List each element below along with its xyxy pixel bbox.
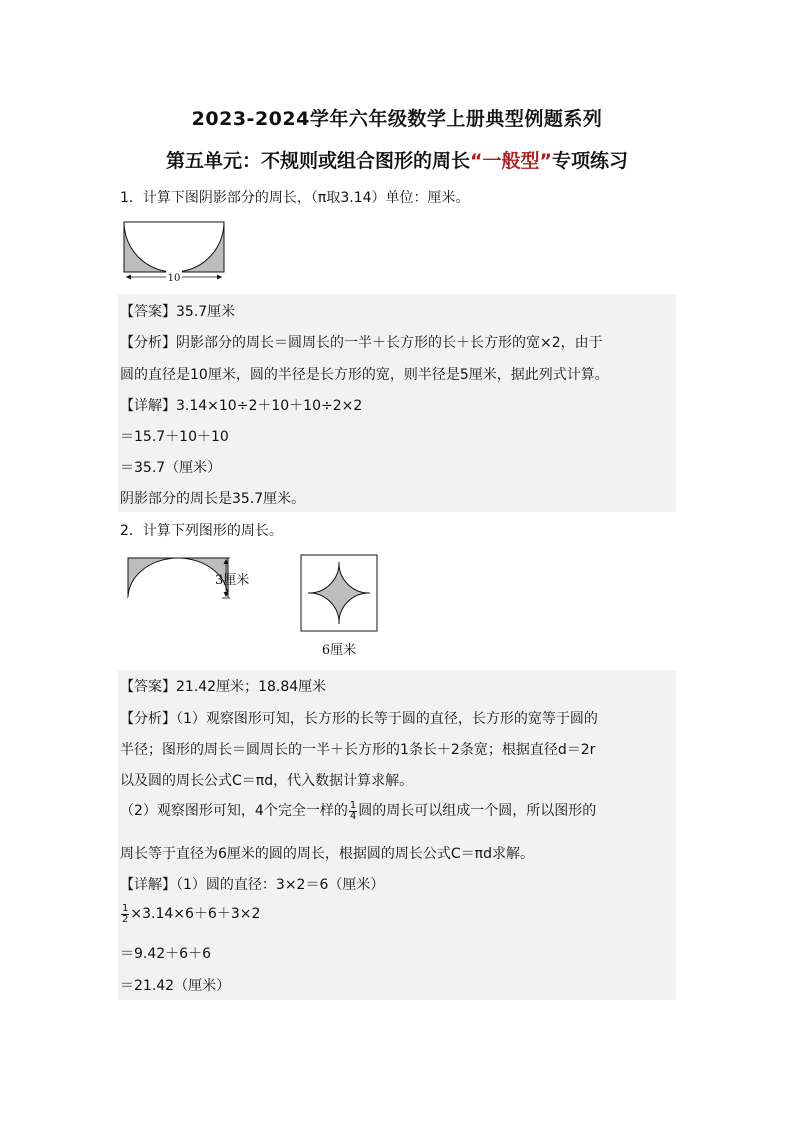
q2-analysis-4b: 圆的周长可以组成一个圆，所以图形的 bbox=[358, 803, 597, 819]
subtitle-suffix: 专项练习 bbox=[551, 150, 628, 172]
subtitle-highlight: “一般型” bbox=[470, 150, 552, 172]
q2-detail-line-1: 【详解】（1）圆的直径：3×2＝6（厘米） bbox=[120, 877, 385, 893]
subtitle-prefix: 第五单元：不规则或组合图形的周长 bbox=[165, 150, 470, 172]
q1-detail-line-3: ＝35.7（厘米） bbox=[120, 460, 222, 476]
dimension-label: 10 bbox=[167, 273, 181, 284]
q2-analysis-line-2: 半径；图形的周长＝圆周长的一半＋长方形的1条长＋2条宽；根据直径d＝2r bbox=[120, 742, 596, 758]
q2-analysis-line-1: 【分析】（1）观察图形可知，长方形的长等于圆的直径，长方形的宽等于圆的 bbox=[120, 711, 598, 727]
fraction-one-half bbox=[121, 904, 129, 925]
q2-analysis-line-4 bbox=[120, 800, 596, 822]
dimension-label: 6厘米 bbox=[321, 643, 357, 658]
q1-analysis-line-1: 【分析】阴影部分的周长＝圆周长的一半＋长方形的长＋长方形的宽×2，由于 bbox=[120, 335, 603, 351]
q2-answer: 【答案】21.42厘米；18.84厘米 bbox=[120, 679, 327, 695]
fraction-denominator: 4 bbox=[349, 810, 357, 822]
fraction-denominator: 2 bbox=[122, 913, 129, 925]
q2-figure-1 bbox=[118, 550, 268, 610]
q2-analysis-line-3: 以及圆的周长公式C＝πd，代入数据计算求解。 bbox=[120, 773, 414, 789]
q1-analysis-line-2: 圆的直径是10厘米，圆的半径是长方形的宽，则半径是5厘米，据此列式计算。 bbox=[120, 367, 609, 383]
dimension-label: 3厘米 bbox=[215, 573, 250, 588]
q1-figure bbox=[118, 216, 230, 286]
q2-figure-2 bbox=[300, 553, 380, 663]
q2-analysis-line-5: 周长等于直径为6厘米的圆的周长，根据圆的周长公式C＝πd求解。 bbox=[120, 846, 534, 862]
q2-detail-line-4: ＝21.42（厘米） bbox=[120, 978, 231, 994]
question-1: 1．计算下图阴影部分的周长，（π取3.14）单位：厘米。 bbox=[120, 190, 470, 206]
q2-analysis-4a: （2）观察图形可知，4个完全一样的 bbox=[120, 803, 348, 819]
q1-detail-line-1: 【详解】3.14×10÷2＋10＋10÷2×2 bbox=[120, 398, 363, 414]
page-subtitle bbox=[0, 146, 794, 173]
fraction-numerator: 1 bbox=[349, 799, 357, 811]
fraction-numerator: 1 bbox=[122, 902, 129, 914]
q1-detail-line-4: 阴影部分的周长是35.7厘米。 bbox=[120, 491, 306, 507]
page-title: 2023-2024学年六年级数学上册典型例题系列 bbox=[191, 108, 603, 130]
q1-detail-line-2: ＝15.7＋10＋10 bbox=[120, 429, 229, 445]
q2-detail-line-3: ＝9.42＋6＋6 bbox=[120, 946, 211, 962]
fraction-one-quarter bbox=[349, 801, 357, 822]
q2-detail-line-2 bbox=[120, 903, 260, 925]
question-2: 2．计算下列图形的周长。 bbox=[120, 523, 283, 539]
q2-detail-2-expr: ×3.14×6＋6＋3×2 bbox=[130, 906, 261, 922]
q1-answer: 【答案】35.7厘米 bbox=[120, 304, 236, 320]
